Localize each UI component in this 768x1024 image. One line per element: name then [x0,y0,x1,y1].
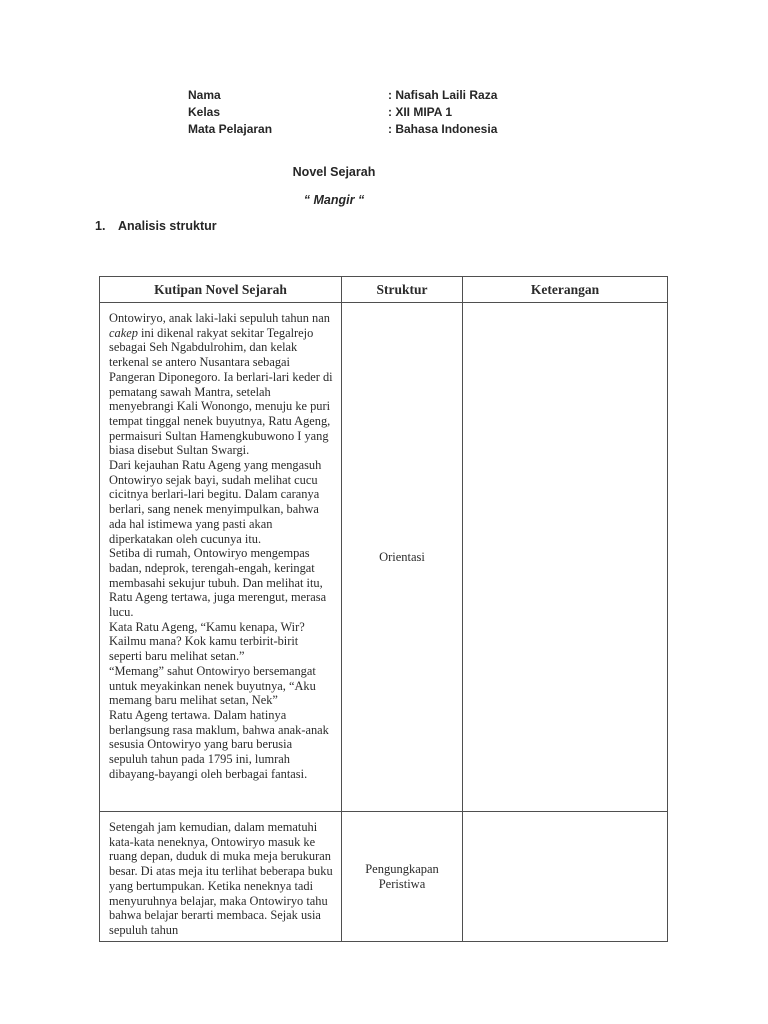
kutipan-cell [100,812,342,941]
doc-subtitle: “ Mangir “ [303,193,365,207]
kutipan-paragraph: Ratu Ageng tertawa. Dalam hatinya berlangsung rasa maklum, bahwa anak-anak sesusia Ontowiryo yang baru berusia sepuluh tahun pada 1795 ini, lumrah dibayang-bayangi oleh berbagai fantasi. [109,707,329,781]
analisis-struktur-table [99,276,668,942]
kelas-value: : XII MIPA 1 [388,105,453,119]
section-label: Analisis struktur [118,219,217,233]
kutipan-paragraph: Kata Ratu Ageng, “Kamu kenapa, Wir? Kailmu mana? Kok kamu terbirit-birit seperti baru melihat setan.” [109,619,305,664]
nama-label: Nama [188,88,221,102]
kutipan-paragraph: Setengah jam kemudian, dalam mematuhi kata-kata neneknya, Ontowiryo masuk ke ruang depan, duduk di muka meja berukuran besar. Di atas meja itu terlihat beberapa buku yang bertumpukan. Ketika neneknya tadi menyuruhnya belajar, maka Ontowiryo tahu bahwa belajar berarti membaca. Sejak usia sepuluh tahun [109,820,333,937]
kutipan-paragraph: Setiba di rumah, Ontowiryo mengempas badan, ndeprok, terengah-engah, keringat membasahi sekujur tubuh. Dan melihat itu, Ratu Ageng tertawa, juga merengut, merasa lucu. [109,546,327,620]
struktur-cell: Pengungkapan Peristiwa [342,812,463,941]
student-id-block [188,87,497,138]
id-row-kelas [188,104,497,121]
table-header-row [100,277,667,303]
kutipan-paragraph: Ontowiryo, anak laki-laki sepuluh tahun nan cakep ini dikenal rakyat sekitar Tegalrejo sebagai Seh Ngabdulrohim, dan kelak terkenal se antero Nusantara sebagai Pangeran Diponegoro. Ia berlari-lari keder di pematang sawah Mantra, setelah menyebrangi Kali Wonongo, menuju ke puri tempat tinggal nenek buyutnya, Ratu Ageng, permaisuri Sultan Hamengkubuwono I yang biasa disebut Sultan Swargi. [109,311,333,458]
id-row-mata-pelajaran [188,121,497,138]
struktur-cell: Orientasi [342,303,463,811]
mata-pelajaran-label: Mata Pelajaran [188,122,273,136]
doc-title: Novel Sejarah [292,165,376,179]
keterangan-cell [463,303,667,811]
kutipan-paragraph: “Memang” sahut Ontowiryo bersemangat untuk meyakinkan nenek buyutnya, “Aku memang baru melihat setan, Nek” [109,663,316,708]
section-heading [95,219,217,233]
kutipan-cell [100,303,342,811]
nama-value: : Nafisah Laili Raza [388,88,498,102]
header-cell-kutipan: Kutipan Novel Sejarah [100,277,342,302]
table-row-orientasi [100,303,667,812]
kelas-label: Kelas [188,105,221,119]
id-row-nama [188,87,497,104]
kutipan-paragraph: Dari kejauhan Ratu Ageng yang mengasuh Ontowiryo sejak bayi, sudah melihat cucu cicitnya berlari-lari begitu. Dalam caranya berlari, sang nenek menyimpulkan, bahwa ada hal istimewa yang pasti akan diperkatakan oleh cucunya itu. [109,458,322,546]
header-cell-keterangan: Keterangan [530,281,600,297]
table-row-pengungkapan-peristiwa [100,812,667,941]
section-number: 1. [95,219,106,233]
keterangan-cell [463,812,667,941]
mata-pelajaran-value: : Bahasa Indonesia [388,122,498,136]
header-cell-struktur: Struktur [342,277,463,302]
